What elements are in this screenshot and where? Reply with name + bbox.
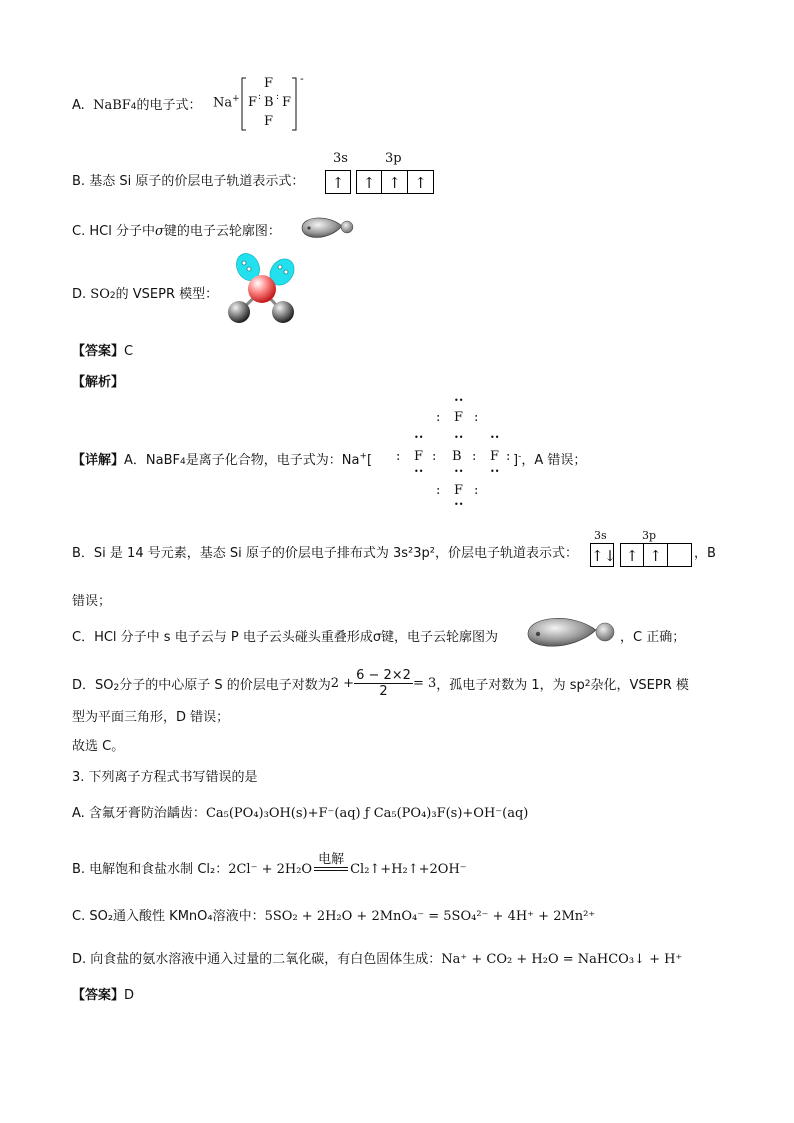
so2-vsepr-model-image: [222, 250, 302, 328]
option-d-label: D. SO2的 VSEPR 模型：: [72, 287, 219, 302]
dots-right: :: [276, 92, 280, 102]
orbital-box: ↑↓: [590, 543, 614, 567]
detail-d-line: D．SO 2 分子的中心原子 S 的价层电子对数为 2 + $\frac{6 - 2\times 2}{2}$ = 3 ，孤电子对数为 1，为 sp 2 杂化，VSEPR 模: [72, 668, 689, 699]
dots-left: :: [258, 92, 262, 102]
detail-b-line2: 错误；: [72, 594, 112, 609]
answer-line: 【答案】C: [72, 344, 134, 359]
q3-option-a: A. 含氟牙膏防治龋齿：Ca₅(PO₄)₃OH(s)+F⁻(aq) ƒ Ca₅(PO₄)₃F(s)+OH⁻(aq): [72, 806, 529, 821]
orbital-box: ↑: [644, 543, 668, 567]
detail-c-line: C．HCl 分子中 s 电子云与 P 电子云头碰头重叠形成σ键，电子云轮廓图为: [72, 630, 499, 645]
detail-c-sigma-orbital-image: [524, 612, 620, 654]
orbital-box: [668, 543, 692, 567]
f-right: F: [282, 95, 292, 110]
orbital-box: ↑: [356, 170, 382, 194]
orbital-3s-box: [325, 170, 351, 194]
electrolysis-condition: 电解: [314, 853, 348, 877]
nabf4-electron-formula: [240, 76, 300, 132]
sigma-orbital-image: [298, 214, 358, 242]
f-bottom: F: [264, 114, 274, 129]
fraction: $\frac{6 - 2\times 2}{2}$: [356, 668, 411, 699]
orb-3s-label: 3s: [333, 151, 348, 166]
option-b-label: B. 基态 Si 原子的价层电子轨道表示式：: [72, 174, 305, 189]
detail-a-tail: ]-，A 错误；: [513, 451, 587, 468]
orbital-box: ↑: [620, 543, 644, 567]
conclusion: 故选 C。: [72, 739, 125, 754]
anion-charge: -: [300, 72, 304, 85]
answer-line-2: 【答案】D: [72, 988, 135, 1003]
detail-b-3s-label: 3s: [594, 529, 607, 542]
f-left: F: [248, 95, 258, 110]
f-top: F: [264, 76, 274, 91]
orbital-box: ↑: [408, 170, 434, 194]
b-center: B: [264, 95, 274, 110]
detail-b-3s-box: [590, 543, 617, 567]
detail-c-tail: ，C 正确；: [620, 630, 686, 645]
question-3-title: 3. 下列离子方程式书写错误的是: [72, 770, 258, 785]
analysis-heading: 【解析】: [72, 375, 125, 390]
orbital-3p-boxes: [356, 170, 434, 194]
na-cation: Na+: [213, 94, 240, 111]
orbital-box: ↑: [382, 170, 408, 194]
detail-b-3p-boxes: [620, 543, 692, 567]
orb-3p-label: 3p: [385, 151, 402, 166]
detail-a-electron-formula: •• : F : •• •• •• : F : B : F : •• •• •• : F : ••: [396, 396, 511, 509]
q3-option-b: B. 电解饱和食盐水制 Cl₂： 2Cl⁻ + 2H₂O 电解 Cl₂↑+H₂↑+2OH⁻: [72, 852, 467, 877]
detail-b-tail: ，B: [694, 546, 716, 561]
detail-b-3p-label: 3p: [642, 529, 657, 542]
q3-option-d: D. 向食盐的氨水溶液中通入过量的二氧化碳，有白色固体生成：Na⁺ + CO₂ + H₂O = NaHCO₃↓ + H⁺: [72, 952, 683, 967]
detail-a-line: 【详解】A．NaBF4是离子化合物，电子式为：Na+[: [72, 451, 373, 468]
detail-d-line2: 型为平面三角形，D 错误；: [72, 710, 230, 725]
option-c-label: C. HCl 分子中σ键的电子云轮廓图：: [72, 224, 281, 239]
option-a-label: A. NaBF4的电子式：: [72, 98, 202, 113]
orbital-box: ↑: [325, 170, 351, 194]
q3-option-c: C. SO₂通入酸性 KMnO₄溶液中：5SO₂ + 2H₂O + 2MnO₄⁻ = 5SO₄²⁻ + 4H⁺ + 2Mn²⁺: [72, 909, 596, 924]
detail-b-line: B．Si 是 14 号元素，基态 Si 原子的价层电子排布式为 3s²3p²，价层电子轨道表示式：: [72, 546, 578, 561]
